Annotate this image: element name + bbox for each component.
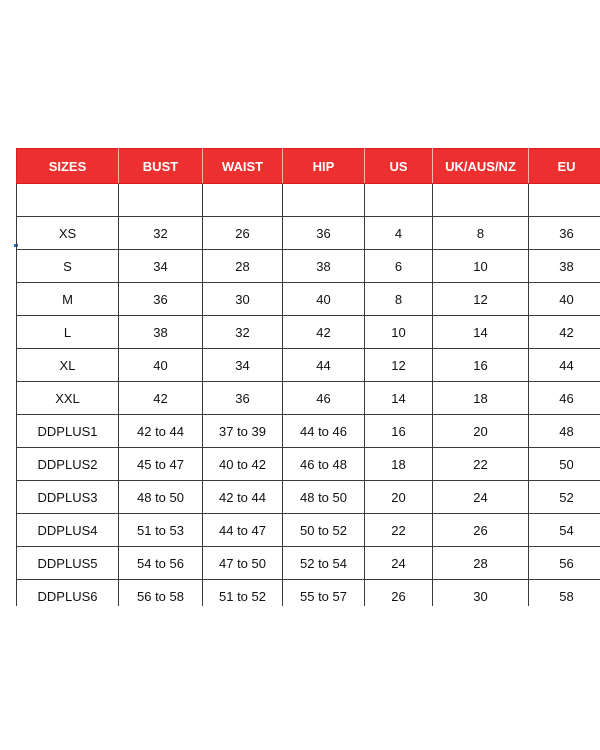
cell-us: 12 xyxy=(365,349,433,382)
cell-size: XL xyxy=(17,349,119,382)
cell-eu: 48 xyxy=(529,415,600,448)
cell-waist xyxy=(203,184,283,217)
table-row xyxy=(17,415,600,448)
table-body xyxy=(17,184,600,607)
header-waist: WAIST xyxy=(203,149,283,184)
cell-waist: 28 xyxy=(203,250,283,283)
cell-uk-aus-nz: 22 xyxy=(433,448,529,481)
cell-bust xyxy=(119,184,203,217)
cell-eu: 40 xyxy=(529,283,600,316)
cell-waist: 34 xyxy=(203,349,283,382)
cell-us: 8 xyxy=(365,283,433,316)
cell-hip: 50 to 52 xyxy=(283,514,365,547)
cell-us xyxy=(365,184,433,217)
cell-bust: 40 xyxy=(119,349,203,382)
cell-waist: 44 to 47 xyxy=(203,514,283,547)
cell-waist: 47 to 50 xyxy=(203,547,283,580)
cell-hip: 38 xyxy=(283,250,365,283)
header-row xyxy=(17,149,600,184)
cell-size: XS xyxy=(17,217,119,250)
cell-bust: 45 to 47 xyxy=(119,448,203,481)
cell-size: XXL xyxy=(17,382,119,415)
cell-uk-aus-nz: 28 xyxy=(433,547,529,580)
table-row xyxy=(17,250,600,283)
cell-bust: 42 to 44 xyxy=(119,415,203,448)
cell-us: 4 xyxy=(365,217,433,250)
cell-size xyxy=(17,184,119,217)
cell-hip: 48 to 50 xyxy=(283,481,365,514)
cell-size: DDPLUS1 xyxy=(17,415,119,448)
cell-hip: 36 xyxy=(283,217,365,250)
cell-waist: 30 xyxy=(203,283,283,316)
cell-us: 16 xyxy=(365,415,433,448)
cell-eu: 52 xyxy=(529,481,600,514)
cell-bust: 32 xyxy=(119,217,203,250)
cell-bust: 42 xyxy=(119,382,203,415)
cell-us: 20 xyxy=(365,481,433,514)
table-row xyxy=(17,349,600,382)
table-row xyxy=(17,184,600,217)
cell-hip: 44 to 46 xyxy=(283,415,365,448)
table-row xyxy=(17,580,600,607)
cell-eu: 44 xyxy=(529,349,600,382)
cell-size: L xyxy=(17,316,119,349)
header-eu: EU xyxy=(529,149,600,184)
cell-eu: 50 xyxy=(529,448,600,481)
cell-waist: 36 xyxy=(203,382,283,415)
cell-uk-aus-nz: 26 xyxy=(433,514,529,547)
cell-hip: 46 to 48 xyxy=(283,448,365,481)
cell-us: 18 xyxy=(365,448,433,481)
cell-us: 22 xyxy=(365,514,433,547)
cell-uk-aus-nz: 8 xyxy=(433,217,529,250)
cell-size: DDPLUS6 xyxy=(17,580,119,607)
cell-waist: 32 xyxy=(203,316,283,349)
cell-waist: 51 to 52 xyxy=(203,580,283,607)
cell-hip xyxy=(283,184,365,217)
header-hip: HIP xyxy=(283,149,365,184)
cell-hip: 44 xyxy=(283,349,365,382)
cell-bust: 48 to 50 xyxy=(119,481,203,514)
table-row xyxy=(17,481,600,514)
cell-hip: 46 xyxy=(283,382,365,415)
cell-us: 6 xyxy=(365,250,433,283)
header-uk-aus-nz: UK/AUS/NZ xyxy=(433,149,529,184)
cell-uk-aus-nz: 24 xyxy=(433,481,529,514)
cell-bust: 34 xyxy=(119,250,203,283)
cell-hip: 52 to 54 xyxy=(283,547,365,580)
header-us: US xyxy=(365,149,433,184)
cell-uk-aus-nz: 10 xyxy=(433,250,529,283)
cell-waist: 26 xyxy=(203,217,283,250)
cell-uk-aus-nz: 30 xyxy=(433,580,529,607)
cell-bust: 38 xyxy=(119,316,203,349)
size-table xyxy=(16,148,600,606)
cell-eu: 42 xyxy=(529,316,600,349)
cell-us: 26 xyxy=(365,580,433,607)
cell-bust: 36 xyxy=(119,283,203,316)
cell-eu: 38 xyxy=(529,250,600,283)
cell-size: S xyxy=(17,250,119,283)
table-row xyxy=(17,217,600,250)
cell-us: 10 xyxy=(365,316,433,349)
table-row xyxy=(17,316,600,349)
cell-hip: 55 to 57 xyxy=(283,580,365,607)
header-sizes: SIZES xyxy=(17,149,119,184)
cell-size: M xyxy=(17,283,119,316)
cell-waist: 40 to 42 xyxy=(203,448,283,481)
header-bust: BUST xyxy=(119,149,203,184)
cell-size: DDPLUS2 xyxy=(17,448,119,481)
table-row xyxy=(17,547,600,580)
cell-bust: 56 to 58 xyxy=(119,580,203,607)
cell-uk-aus-nz: 18 xyxy=(433,382,529,415)
cell-size: DDPLUS3 xyxy=(17,481,119,514)
cell-size: DDPLUS4 xyxy=(17,514,119,547)
cell-hip: 42 xyxy=(283,316,365,349)
cell-uk-aus-nz: 14 xyxy=(433,316,529,349)
cell-uk-aus-nz xyxy=(433,184,529,217)
table-row xyxy=(17,448,600,481)
cell-us: 24 xyxy=(365,547,433,580)
cell-eu: 54 xyxy=(529,514,600,547)
cell-eu: 58 xyxy=(529,580,600,607)
cell-hip: 40 xyxy=(283,283,365,316)
cell-size: DDPLUS5 xyxy=(17,547,119,580)
cell-bust: 54 to 56 xyxy=(119,547,203,580)
cell-waist: 37 to 39 xyxy=(203,415,283,448)
table-row xyxy=(17,514,600,547)
cell-us: 14 xyxy=(365,382,433,415)
table-row xyxy=(17,382,600,415)
cell-uk-aus-nz: 20 xyxy=(433,415,529,448)
cell-eu: 36 xyxy=(529,217,600,250)
cell-waist: 42 to 44 xyxy=(203,481,283,514)
table-row xyxy=(17,283,600,316)
cell-eu: 46 xyxy=(529,382,600,415)
cell-uk-aus-nz: 16 xyxy=(433,349,529,382)
cell-eu: 56 xyxy=(529,547,600,580)
cell-eu xyxy=(529,184,600,217)
size-chart xyxy=(16,148,600,606)
cell-bust: 51 to 53 xyxy=(119,514,203,547)
cell-uk-aus-nz: 12 xyxy=(433,283,529,316)
